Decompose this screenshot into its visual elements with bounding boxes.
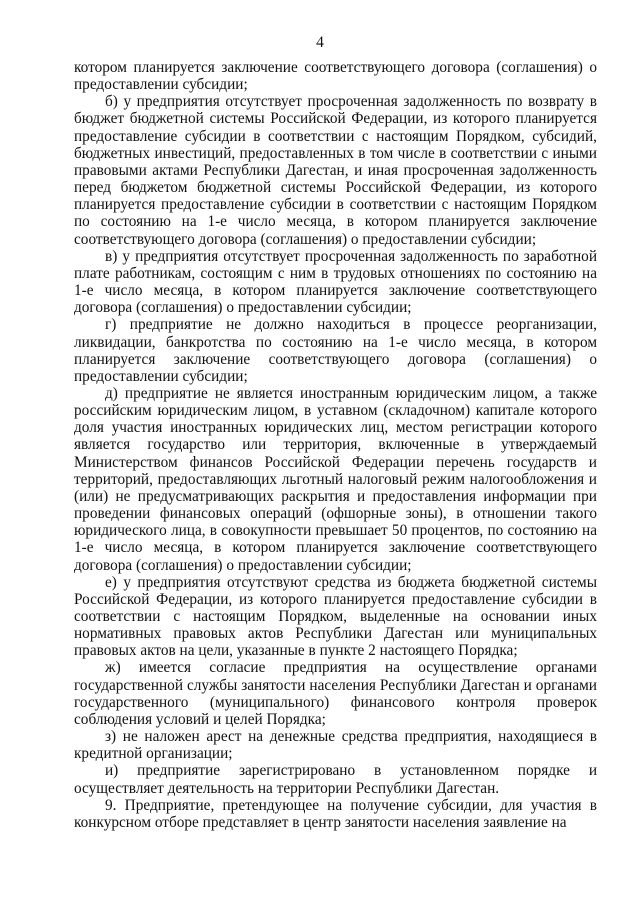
page-number: 4 <box>316 34 324 51</box>
paragraph-section-9: 9. Предприятие, претендующее на получение субсидии, для участия в конкурсном отборе представляет в центр занятости населения заявление на <box>74 796 597 831</box>
paragraph-item-v: в) у предприятия отсутствует просроченная задолженность по заработной плате работникам, состоящим с ним в трудовых отношениях по состоянию на 1-е число месяца, в котором планируется заключение соответствующего договора (соглашения) о предоставлении субсидии; <box>74 247 597 317</box>
paragraph-item-d: д) предприятие не является иностранным юридическим лицом, а также российским юридическим лицом, в уставном (складочном) капитале которого доля участия иностранных юридических лиц, местом регистрации которого является государство или территория, включенные в утверждаемый Министерством финансов Российской Федерации перечень государств и территорий, предоставляющих льготный налоговый режим налогообложения и (или) не предусматривающих раскрытия и предоставления информации при проведении финансовых операций (офшорные зоны), в отношении такого юридического лица, в совокупности превышает 50 процентов, по состоянию на 1-е число месяца, в котором планируется заключение соответствующего договора (соглашения) о предоставлении субсидии; <box>74 384 597 574</box>
paragraph-item-e: е) у предприятия отсутствуют средства из бюджета бюджетной системы Российской Федерации, из которого планируется предоставление субсидии в соответствии с настоящим Порядком, выделенные на основании иных нормативных правовых актов Республики Дагестан или муниципальных правовых актов на цели, указанные в пункте 2 настоящего Порядка; <box>74 573 597 660</box>
paragraph-item-z: з) не наложен арест на денежные средства предприятия, находящиеся в кредитной организации; <box>74 728 597 763</box>
document-body <box>74 59 597 831</box>
paragraph-item-b: б) у предприятия отсутствует просроченная задолженность по возврату в бюджет бюджетной системы Российской Федерации, из которого планируется предоставление субсидии в соответствии с настоящим Порядком, субсидий, бюджетных инвестиций, предоставленных в том числе в соответствии с иными правовыми актами Республики Дагестан, и иная просроченная задолженность перед бюджетом бюджетной системы Российской Федерации, из которого планируется предоставление субсидии в соответствии с настоящим Порядком по состоянию на 1-е число месяца, в котором планируется заключение соответствующего договора (соглашения) о предоставлении субсидии; <box>74 93 597 248</box>
paragraph-item-zh: ж) имеется согласие предприятия на осуществление органами государственной службы занятости населения Республики Дагестан и органами государственного (муниципального) финансового контроля проверок соблюдения условий и целей Порядка; <box>74 659 597 728</box>
paragraph-item-g: г) предприятие не должно находиться в процессе реорганизации, ликвидации, банкротства по состоянию на 1-е число месяца, в котором планируется заключение соответствующего договора (соглашения) о предоставлении субсидии; <box>74 316 597 385</box>
paragraph-continuation: котором планируется заключение соответствующего договора (соглашения) о предоставлении субсидии; <box>74 59 597 94</box>
paragraph-item-i: и) предприятие зарегистрировано в установленном порядке и осуществляет деятельность на территории Республики Дагестан. <box>74 762 597 797</box>
